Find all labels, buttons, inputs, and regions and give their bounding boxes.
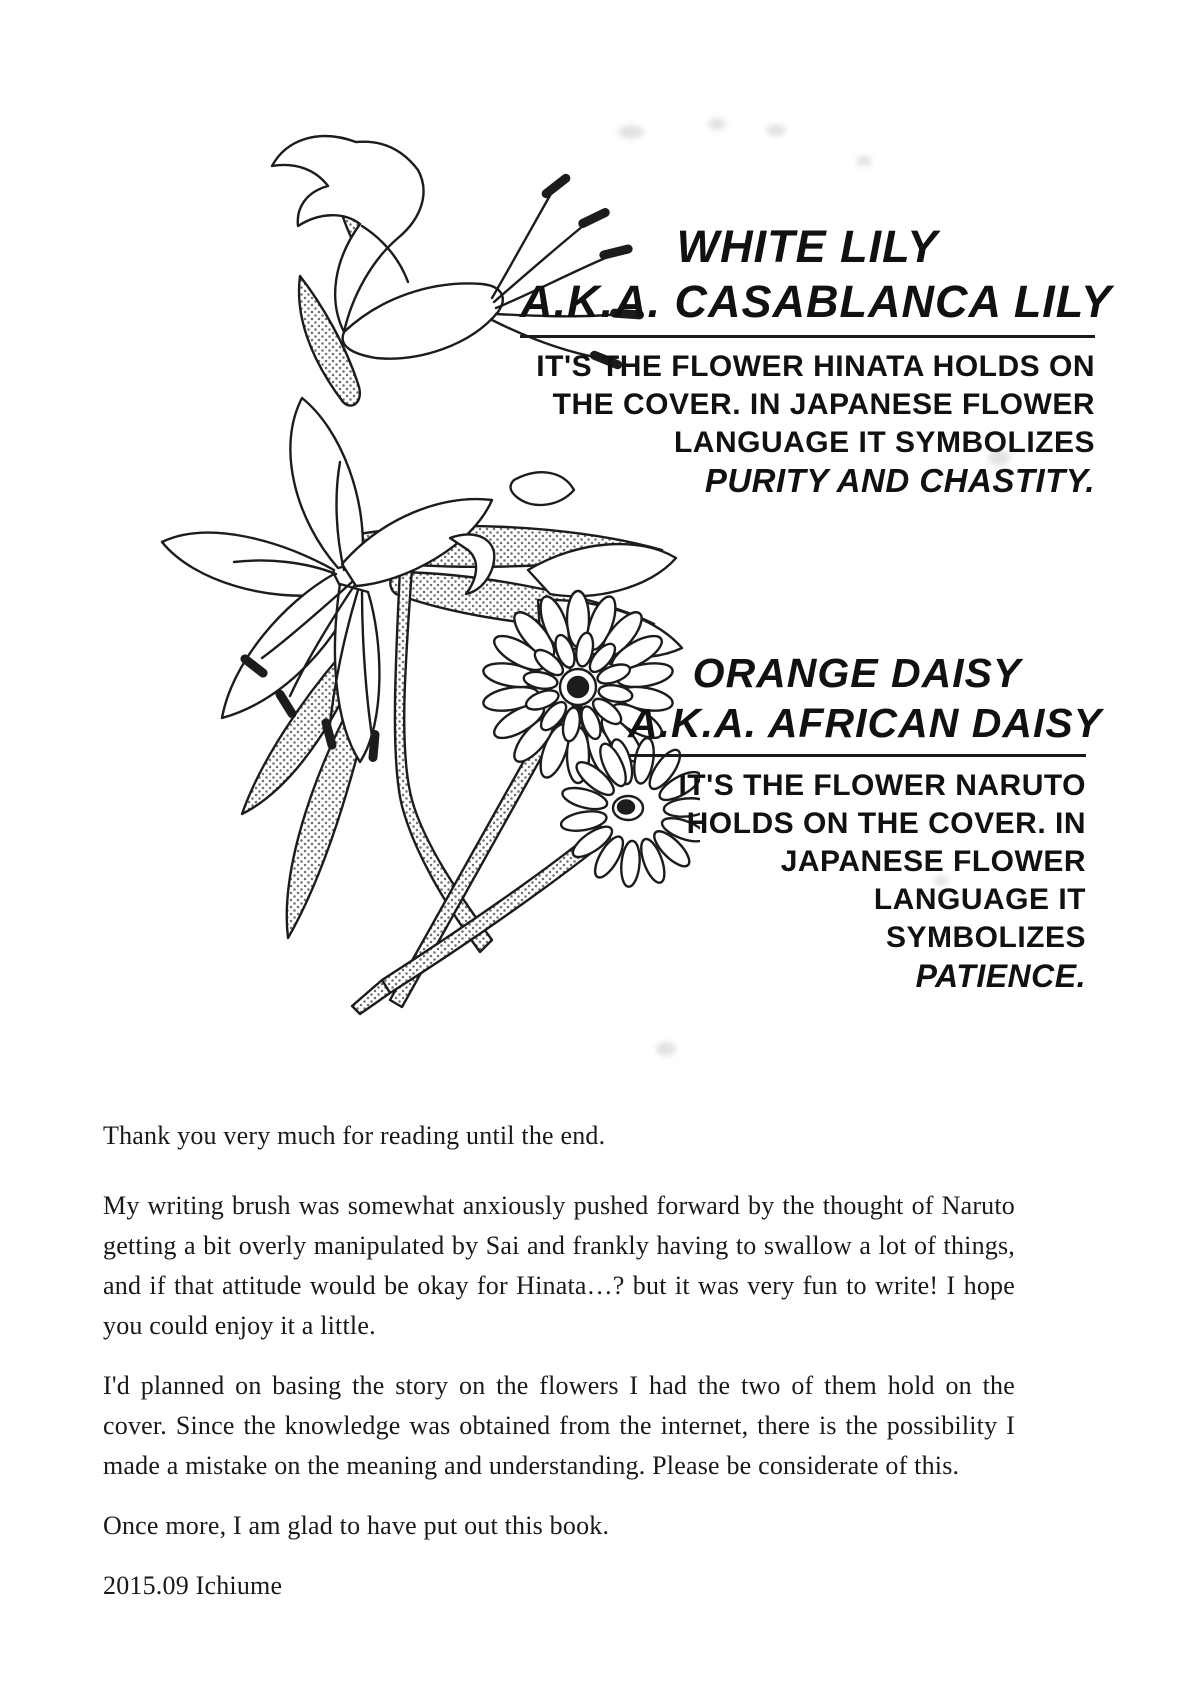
afterword-signature: 2015.09 Ichiume bbox=[103, 1571, 283, 1600]
lily-desc-line: IT'S THE FLOWER HINATA HOLDS ON bbox=[536, 350, 1095, 383]
scan-speck bbox=[856, 156, 872, 166]
daisy-title-line2: A.K.A. AFRICAN DAISY bbox=[628, 700, 1103, 746]
lily-desc-line: LANGUAGE IT SYMBOLIZES bbox=[673, 426, 1095, 459]
afterword-paragraph-2: My writing brush was somewhat anxiously pushed forward by the thought of Naruto getting a bit overly manipulated by Sai and frankly having to swallow a lot of things, and if that attitude would be okay for Hinata…? but it was very fun to write! I hope you could enjoy it a little. bbox=[103, 1191, 1015, 1340]
scan-speck bbox=[934, 876, 948, 886]
lily-desc-emphasis: PURITY AND CHASTITY. bbox=[704, 462, 1095, 499]
scan-speck bbox=[708, 118, 726, 130]
lily-underline bbox=[520, 335, 1095, 338]
daisy-underline bbox=[628, 754, 1086, 757]
daisy-desc-line: HOLDS ON THE COVER. IN bbox=[686, 807, 1086, 840]
daisy-desc-line: JAPANESE FLOWER bbox=[780, 845, 1086, 878]
daisy-section bbox=[628, 648, 1103, 995]
scan-speck bbox=[988, 450, 1010, 466]
daisy-desc-emphasis: PATIENCE. bbox=[915, 958, 1086, 994]
scan-speck bbox=[766, 124, 786, 136]
afterword-paragraph-3: I'd planned on basing the story on the flowers I had the two of them hold on the cover. Since the knowledge was obtained from the internet, there is the possibility I made a mistake on the meaning and understanding. Please be considerate of this. bbox=[103, 1371, 1015, 1480]
daisy-desc-line: IT'S THE FLOWER NARUTO bbox=[678, 769, 1086, 802]
afterword-paragraph-4: Once more, I am glad to have put out this book. bbox=[103, 1511, 610, 1540]
daisy-desc-line: LANGUAGE IT bbox=[873, 883, 1086, 916]
lily-title-line2: A.K.A. CASABLANCA LILY bbox=[520, 276, 1112, 327]
lily-desc-line: THE COVER. IN JAPANESE FLOWER bbox=[552, 388, 1095, 421]
scan-speck bbox=[656, 1042, 676, 1056]
afterword-text bbox=[103, 1116, 1015, 1626]
daisy-description bbox=[628, 767, 1086, 995]
afterword-paragraph-1: Thank you very much for reading until the end. bbox=[103, 1121, 606, 1150]
lily-title-line1: WHITE LILY bbox=[676, 221, 939, 272]
scan-speck bbox=[618, 125, 644, 139]
daisy-desc-line: SYMBOLIZES bbox=[885, 921, 1086, 954]
daisy-title-line1: ORANGE DAISY bbox=[692, 650, 1022, 696]
lily-description bbox=[520, 348, 1095, 500]
